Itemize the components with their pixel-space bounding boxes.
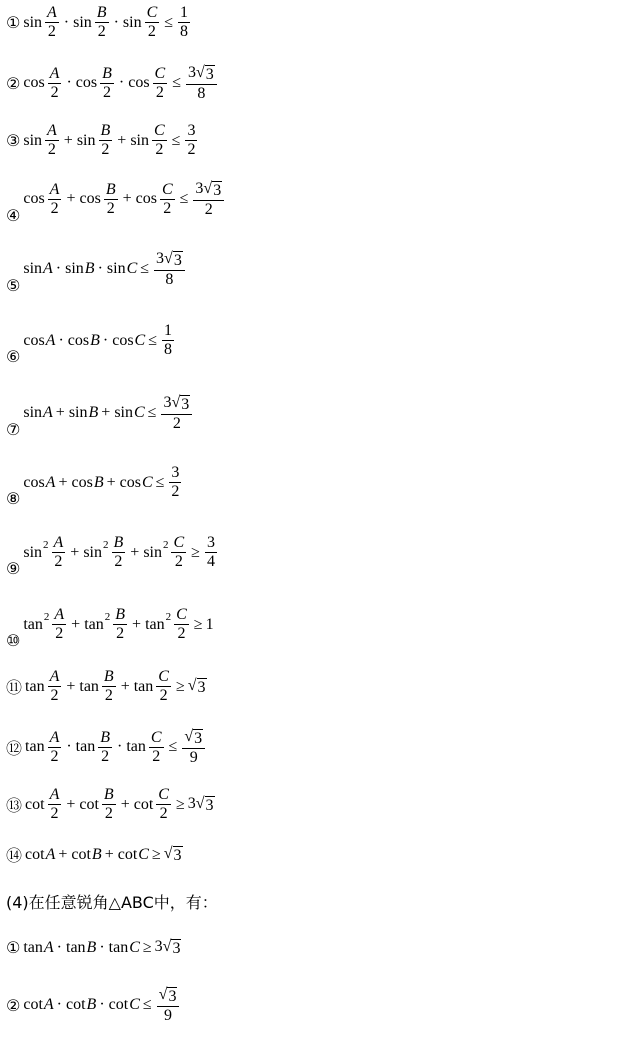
item-number: ⑩ [6,630,21,650]
formula-11: ⑪ tan $\frac{A}{2}$ + tan $\frac{B}{2}$ + tan $\frac{C}{2}$ ≥ √ 3 [6,668,206,705]
formula-5: ⑤ sin A · sin B · sin C ≤ 3 √ 3 8 [6,250,187,289]
formula-14: ⑭ cot A + cot B + cot C ≥ √ 3 [6,844,182,865]
formula-4: ④ cos $\frac{A}{2}$ + cos $\frac{B}{2}$ + cos $\frac{C}{2}$ ≤ 3 √ 3 2 [6,180,226,219]
formula-10: ⑩ tan 2 $\frac{A}{2}$ + tan 2 $\frac{B}{2}$ + tan 2 $\frac{C}{2}$ ≥ 1 [6,606,214,650]
item-number: ④ [6,205,21,225]
formula-7: ⑦ sin A + sin B + sin C ≤ 3 √ 3 2 [6,394,194,433]
formula-2: ② cos $\frac{A}{2}$ · cos $\frac{B}{2}$ · cos $\frac{C}{2}$ ≤ 3 √ 3 8 [6,64,219,103]
formula-13: ⑬ cot $\frac{A}{2}$ + cot $\frac{B}{2}$ + cot $\frac{C}{2}$ ≥ 3 √ 3 [6,786,214,823]
item-number: ② [6,73,21,93]
formula-12: ⑫ tan $\frac{A}{2}$ · tan $\frac{B}{2}$ · tan $\frac{C}{2}$ ≤ √ 3 9 [6,728,207,767]
section-heading: (4)在任意锐角△ABC中，有： [6,893,218,912]
formula-6: ⑥ cos A · cos B · cos C ≤ $\frac{1}{8}$ [6,322,172,366]
item-number: ③ [6,131,21,151]
item-number: ① [6,938,21,958]
formula-8: ⑧ cos A + cos B + cos C ≤ $\frac{3}{2}$ [6,464,180,508]
item-number: ⑦ [6,419,21,439]
item-number: ⑨ [6,558,21,578]
formula-1: ① sin $\frac{A}{2}$ · sin $\frac{B}{2}$ · sin $\frac{C}{2}$ ≤ $\frac{1}{8}$ [6,4,189,41]
item-number: ⑥ [6,346,21,366]
formula-9: ⑨ sin 2 $\frac{A}{2}$ + sin 2 $\frac{B}{2}$ + sin 2 $\frac{C}{2}$ ≥ $\frac{3}{4}$ [6,534,215,578]
item-number: ① [6,13,21,33]
item-number: ⑫ [6,738,23,758]
item-number: ⑬ [6,796,23,816]
item-number: ⑧ [6,488,21,508]
acute-formula-1: ① tan A · tan B · tan C ≥ 3 √ 3 [6,938,181,958]
acute-formula-2: ② cot A · cot B · cot C ≤ √ 3 9 [6,986,181,1025]
item-number: ⑪ [6,678,23,698]
item-number: ② [6,995,21,1015]
item-number: ⑭ [6,846,23,865]
formula-3: ③ sin $\frac{A}{2}$ + sin $\frac{B}{2}$ + sin $\frac{C}{2}$ ≤ $\frac{3}{2}$ [6,122,196,159]
item-number: ⑤ [6,275,21,295]
